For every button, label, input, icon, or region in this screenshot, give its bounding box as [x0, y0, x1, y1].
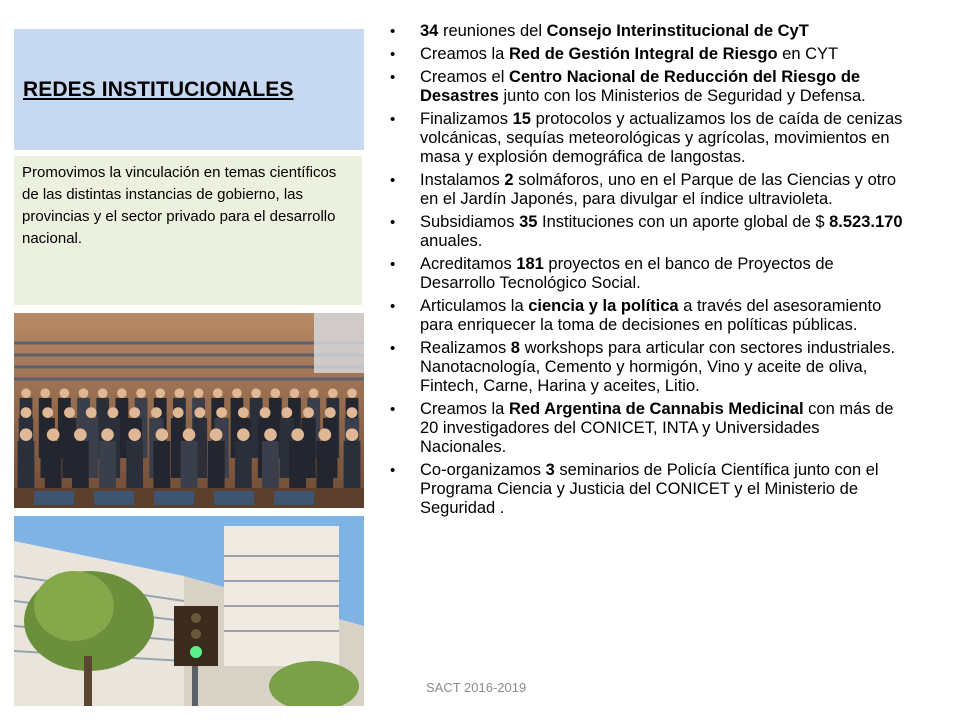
person-head	[309, 388, 319, 398]
building-photo-image	[14, 516, 364, 706]
bullet-marker: •	[390, 23, 396, 40]
person-head	[210, 428, 223, 441]
person-head	[47, 428, 60, 441]
bullet-item	[390, 22, 910, 41]
person-head	[136, 388, 146, 398]
description-box	[14, 156, 362, 305]
bullet-text: proyectos en el banco de Proyectos de Desarrollo Tecnológico Social.	[420, 255, 834, 292]
person-head	[264, 428, 277, 441]
person-head	[237, 428, 250, 441]
bullet-text-bold: 8.523.170	[829, 213, 903, 231]
bullet-text: Instituciones con un aporte global de $	[537, 213, 830, 231]
bullet-item	[390, 461, 910, 518]
title-box	[14, 29, 364, 150]
bullet-marker: •	[390, 462, 396, 479]
bullet-list	[390, 22, 910, 522]
person-head	[101, 428, 114, 441]
bullet-text: Articulamos la	[420, 297, 529, 315]
bullet-item	[390, 110, 910, 167]
bullet-text: a través del asesoramiento para enriquecer la toma de decisiones en políticas públicas.	[420, 297, 882, 334]
bullet-text: solmáforos, uno en el Parque de las Ciencias y otro en el Jardín Japonés, para divulgar el índice ultravioleta.	[420, 171, 897, 208]
person-head	[98, 388, 108, 398]
building-photo	[14, 516, 364, 706]
bullet-text: protocolos y actualizamos los de caída de cenizas volcánicas, sequías meteorológicas y agrícolas, movimientos en masa y explosión demográfica de langostas.	[420, 110, 903, 166]
person-head	[79, 388, 89, 398]
person-head	[42, 407, 53, 418]
person-head	[74, 428, 87, 441]
bullet-item	[390, 45, 910, 64]
person-head	[108, 407, 119, 418]
bullet-text: Creamos el	[420, 68, 509, 86]
bullet-item	[390, 171, 910, 209]
bullet-text-bold: 35	[519, 213, 538, 231]
bullet-text: Subsidiamos	[420, 213, 520, 231]
bullet-text: con más de 20 investigadores del CONICET, INTA y Universidades Nacionales.	[420, 400, 894, 456]
group-photo	[14, 313, 364, 508]
person-head	[291, 428, 304, 441]
bullet-text: workshops para articular con sectores industriales. Nanotacnología, Cemento y hormigón, Vino y aceite de oliva, Fintech, Carne, Harina y aceites, Litio.	[420, 339, 896, 395]
footer-text: SACT 2016-2019	[426, 680, 527, 695]
bullet-text-bold: 2	[504, 171, 514, 189]
bullet-text: reuniones del	[438, 22, 547, 40]
bullet-marker: •	[390, 111, 396, 128]
person-head	[155, 388, 165, 398]
bullet-marker: •	[390, 401, 396, 418]
person-head	[60, 388, 70, 398]
bullet-text-bold: Centro Nacional de Reducción del Riesgo de Desastres	[420, 68, 861, 105]
bullet-marker: •	[390, 69, 396, 86]
person-head	[213, 388, 223, 398]
person-head	[328, 388, 338, 398]
person-head	[151, 407, 162, 418]
person-head	[175, 388, 185, 398]
bullet-text: Instalamos	[420, 171, 505, 189]
bullet-text-bold: 181	[516, 255, 544, 273]
bullet-text-bold: Red Argentina de Cannabis Medicinal	[508, 400, 804, 418]
bullet-text-bold: 8	[510, 339, 520, 357]
bullet-item	[390, 255, 910, 293]
bullet-text: Creamos la	[420, 45, 509, 63]
person-head	[346, 428, 359, 441]
bullet-item	[390, 213, 910, 251]
bullet-item	[390, 339, 910, 396]
bullet-text: en CYT	[777, 45, 839, 63]
person-head	[216, 407, 227, 418]
person-head	[173, 407, 184, 418]
bullet-text: anuales.	[420, 232, 483, 250]
bullet-marker: •	[390, 214, 396, 231]
bullet-text: junto con los Ministerios de Seguridad y Defensa.	[498, 87, 866, 105]
person-head	[238, 407, 249, 418]
person-head	[129, 407, 140, 418]
bullet-item	[390, 297, 910, 335]
bullet-text-bold: ciencia y la política	[528, 297, 679, 315]
bullet-text: Realizamos	[420, 339, 511, 357]
person-head	[20, 428, 33, 441]
bullet-text-bold: 34	[420, 22, 439, 40]
bullet-text: Acreditamos	[420, 255, 517, 273]
person-head	[325, 407, 336, 418]
person-head	[303, 407, 314, 418]
person-head	[86, 407, 97, 418]
person-head	[232, 388, 242, 398]
person-head	[194, 388, 204, 398]
person-head	[270, 388, 280, 398]
bullet-marker: •	[390, 340, 396, 357]
bullet-text: Finalizamos	[420, 110, 513, 128]
person-head	[156, 428, 169, 441]
bullet-text: Creamos la	[420, 400, 509, 418]
person-head	[21, 407, 32, 418]
bullet-text: seminarios de Policía Científica junto con el Programa Ciencia y Justicia del CONICET y el Ministerio de Seguridad .	[420, 461, 879, 517]
person-head	[40, 388, 50, 398]
person-head	[319, 428, 332, 441]
page-title: REDES INSTITUCIONALES	[23, 77, 294, 101]
bullet-marker: •	[390, 172, 396, 189]
bullet-text-bold: Consejo Interinstitucional de CyT	[546, 22, 809, 40]
person-head	[260, 407, 271, 418]
person-head	[194, 407, 205, 418]
person-head	[290, 388, 300, 398]
group-photo-image	[14, 313, 364, 508]
bullet-text-bold: 15	[512, 110, 531, 128]
bullet-text: Co-organizamos	[420, 461, 546, 479]
person-head	[281, 407, 292, 418]
person-head	[64, 407, 75, 418]
person-head	[347, 407, 358, 418]
bullet-text-bold: 3	[545, 461, 555, 479]
description-text: Promovimos la vinculación en temas científicos de las distintas instancias de gobierno, las provincias y el sector privado para el desarrollo nacional.	[22, 164, 337, 247]
bullet-marker: •	[390, 298, 396, 315]
person-head	[183, 428, 196, 441]
person-head	[21, 388, 31, 398]
person-head	[347, 388, 357, 398]
bullet-item	[390, 400, 910, 457]
person-head	[117, 388, 127, 398]
bullet-text-bold: Red de Gestión Integral de Riesgo	[508, 45, 778, 63]
bullet-marker: •	[390, 46, 396, 63]
person-head	[251, 388, 261, 398]
person-head	[128, 428, 141, 441]
bullet-marker: •	[390, 256, 396, 273]
bullet-item	[390, 68, 910, 106]
